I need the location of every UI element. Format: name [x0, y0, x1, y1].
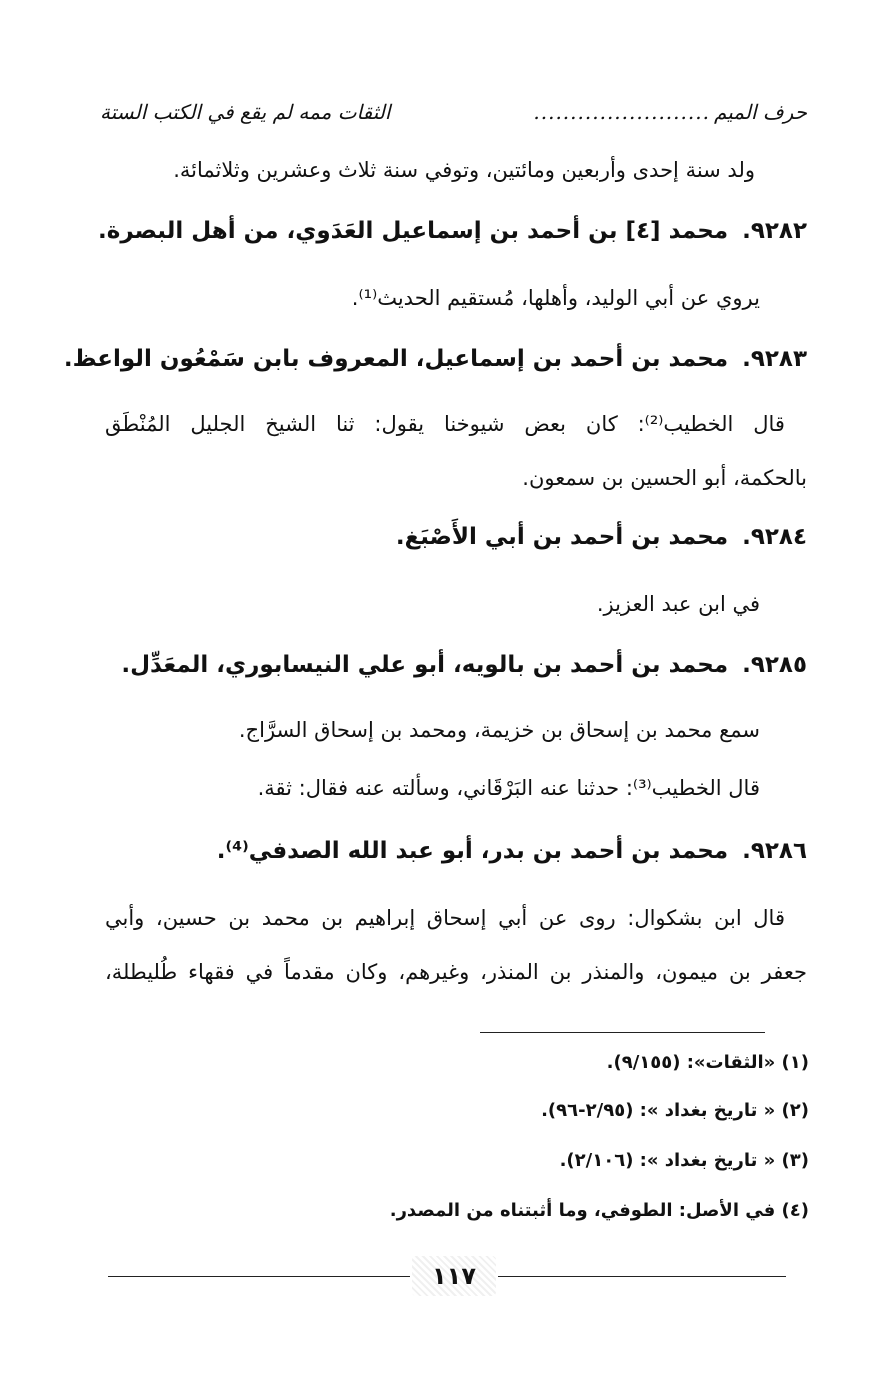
entry-number: ٩٢٨٦.	[742, 838, 807, 864]
book-title: الثقات ممه لم يقع في الكتب الستة	[100, 100, 391, 124]
entry-number: ٩٢٨٣.	[742, 346, 807, 372]
body-line: قال الخطيب⁽³⁾: حدثنا عنه البَرْقَاني، وسألته عنه فقال: ثقة.	[257, 776, 760, 800]
body-line: يروي عن أبي الوليد، وأهلها، مُستقيم الحديث⁽¹⁾.	[351, 286, 760, 310]
entry-heading-9283	[64, 346, 807, 372]
entry-title: محمد بن أحمد بن بدر، أبو عبد الله الصدفي⁽⁴⁾.	[216, 838, 729, 864]
entry-title: محمد بن أحمد بن أبي الأَصْبَغ.	[395, 524, 729, 550]
entry-number: ٩٢٨٤.	[742, 524, 807, 550]
bottom-rule-right	[498, 1276, 786, 1277]
page-number: ١١٧	[412, 1256, 496, 1296]
entry-heading-9286	[217, 838, 807, 864]
body-line: جعفر بن ميمون، والمنذر بن المنذر، وغيرهم، وكان مقدماً في فقهاء طُليطلة،	[105, 960, 807, 984]
entry-heading-9285	[121, 652, 807, 678]
footnote-4: (٤) في الأصل: الطوفي، وما أثبتناه من المصدر.	[389, 1200, 809, 1221]
body-line: ولد سنة إحدى وأربعين ومائتين، وتوفي سنة ثلاث وعشرين وثلاثمائة.	[173, 158, 755, 182]
body-line: قال الخطيب⁽²⁾: كان بعض شيوخنا يقول: ثنا الشيخ الجليل المُنْطَق	[105, 412, 785, 436]
bottom-rule-left	[108, 1276, 410, 1277]
entry-number: ٩٢٨٢.	[742, 218, 807, 244]
footnote-separator	[480, 1032, 765, 1033]
entry-number: ٩٢٨٥.	[742, 652, 807, 678]
body-line: قال ابن بشكوال: روى عن أبي إسحاق إبراهيم بن محمد بن حسين، وأبي	[105, 906, 785, 930]
running-header	[100, 92, 807, 132]
footnote-3: (٣) « تاريخ بغداد »: (٢/١٠٦).	[559, 1150, 809, 1171]
body-line: بالحكمة، أبو الحسين بن سمعون.	[522, 466, 807, 490]
entry-title: محمد بن أحمد بن بالويه، أبو علي النيسابوري، المعَدِّل.	[121, 652, 729, 678]
body-line: سمع محمد بن إسحاق بن خزيمة، ومحمد بن إسحاق السرَّاج.	[238, 718, 760, 742]
chapter-title: حرف الميم	[713, 100, 807, 124]
footnote-2: (٢) « تاريخ بغداد »: (٢/٩٥-٩٦).	[541, 1100, 809, 1121]
entry-title: محمد [٤] بن أحمد بن إسماعيل العَدَوي، من أهل البصرة.	[98, 218, 729, 244]
entry-heading-9282	[98, 218, 807, 244]
entry-title: محمد بن أحمد بن إسماعيل، المعروف بابن سَمْعُون الواعظ.	[63, 346, 729, 372]
entry-heading-9284	[396, 524, 807, 550]
body-line: في ابن عبد العزيز.	[596, 592, 760, 616]
header-leader-dots: ........................	[533, 100, 710, 124]
footnote-1: (١) «الثقات»: (٩/١٥٥).	[606, 1052, 809, 1073]
